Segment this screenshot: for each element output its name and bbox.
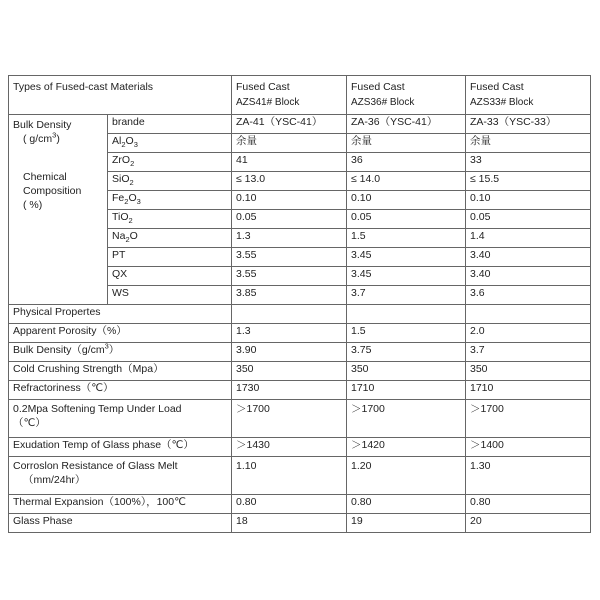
bulk-density-unit: ( $g/cm^3$) (23, 130, 60, 145)
table-row (9, 514, 591, 533)
value-cell: 2.0 (466, 324, 591, 343)
table-row (9, 495, 591, 514)
header-azs41-line2: AZS41# Block (236, 97, 300, 108)
value-cell: 19 (347, 514, 466, 533)
value-cell: 余量 (466, 134, 591, 153)
table-row (9, 457, 591, 495)
header-azs41 (232, 76, 347, 115)
value-cell: ZA-33（YSC-33） (466, 115, 591, 134)
property-label: Apparent Porosity（%） (9, 324, 232, 343)
sub-label-zro2: ZrO$_2$ (108, 153, 232, 172)
value-cell: 3.40 (466, 267, 591, 286)
table-row (9, 400, 591, 438)
value-cell: ≤ 15.5 (466, 172, 591, 191)
value-cell: 18 (232, 514, 347, 533)
table-row (9, 115, 591, 134)
value-cell: 350 (347, 362, 466, 381)
sub-label: WS (108, 286, 232, 305)
chemical-label: Chemical (23, 171, 67, 183)
value-cell: 3.7 (466, 343, 591, 362)
value-cell: 1710 (347, 381, 466, 400)
value-cell: 余量 (347, 134, 466, 153)
composition-label: Composition (23, 185, 82, 197)
table-row (9, 381, 591, 400)
physical-header-row (9, 305, 591, 324)
value-cell: 3.55 (232, 248, 347, 267)
value-cell: 1.4 (466, 229, 591, 248)
value-cell: ＞1430 (232, 438, 347, 457)
property-label: Exudation Temp of Glass phase（℃） (9, 438, 232, 457)
value-cell: 350 (232, 362, 347, 381)
value-cell: 3.85 (232, 286, 347, 305)
header-azs36 (347, 76, 466, 115)
value-cell: 1710 (466, 381, 591, 400)
property-label: Bulk $Density(g/cm^3)$ (9, 343, 232, 362)
value-cell: 3.40 (466, 248, 591, 267)
property-label-line2: （mm/24hr） (23, 474, 86, 486)
value-cell: 0.80 (232, 495, 347, 514)
property-label-line1: 0.2Mpa Softening Temp Under Load (13, 403, 182, 415)
table-row (9, 362, 591, 381)
value-cell: 1.20 (347, 457, 466, 495)
value-cell: 3.45 (347, 267, 466, 286)
value-cell: ≤ 13.0 (232, 172, 347, 191)
sub-label: PT (108, 248, 232, 267)
sub-label-tio2: TiO$_2$ (108, 210, 232, 229)
value-cell: ＞1420 (347, 438, 466, 457)
header-row (9, 76, 591, 115)
table-row (9, 343, 591, 362)
value-cell: ZA-41（YSC-41） (232, 115, 347, 134)
value-cell: 0.05 (232, 210, 347, 229)
sub-label: brande (108, 115, 232, 134)
value-cell: ＞1700 (347, 400, 466, 438)
value-cell: 0.80 (466, 495, 591, 514)
sub-label-fe2o3: $Fe_2O_3$ (108, 191, 232, 210)
value-cell: ＞1700 (232, 400, 347, 438)
value-cell: 36 (347, 153, 466, 172)
percent-label: ( %) (23, 199, 43, 211)
value-cell: 1730 (232, 381, 347, 400)
value-cell: 20 (466, 514, 591, 533)
header-material-type: Types of Fused-cast Materials (9, 76, 232, 115)
composition-group-label (9, 115, 108, 305)
value-cell: 1.3 (232, 229, 347, 248)
header-azs41-line1: Fused Cast (236, 81, 290, 93)
property-label (9, 400, 232, 438)
value-cell: 1.10 (232, 457, 347, 495)
value-cell: ≤ 14.0 (347, 172, 466, 191)
empty-cell (466, 305, 591, 324)
property-label: Thermal Expansion（100%），100℃ (9, 495, 232, 514)
value-cell: 3.45 (347, 248, 466, 267)
sub-label-al2o3: $Al_2O_3$ (108, 134, 232, 153)
value-cell: 3.55 (232, 267, 347, 286)
header-azs36-line2: AZS36# Block (351, 97, 415, 108)
header-azs33-line1: Fused Cast (470, 81, 524, 93)
fused-cast-properties-table (8, 75, 591, 533)
property-label: Refractoriness（℃） (9, 381, 232, 400)
sub-label-sio2: SiO$_2$ (108, 172, 232, 191)
sub-label: QX (108, 267, 232, 286)
value-cell: 1.30 (466, 457, 591, 495)
value-cell: 0.10 (232, 191, 347, 210)
bulk-density-label: Bulk Density (13, 119, 72, 131)
property-label-line2: （℃） (13, 417, 46, 429)
value-cell: 0.80 (347, 495, 466, 514)
value-cell: 0.05 (466, 210, 591, 229)
value-cell: 1.5 (347, 229, 466, 248)
value-cell: 3.7 (347, 286, 466, 305)
value-cell: ＞1700 (466, 400, 591, 438)
value-cell: ZA-36（YSC-41） (347, 115, 466, 134)
property-label-line1: Corroslon Resistance of Glass Melt (13, 460, 178, 472)
header-azs33-line2: AZS33# Block (470, 97, 534, 108)
header-azs33 (466, 76, 591, 115)
value-cell: 1.5 (347, 324, 466, 343)
value-cell: 1.3 (232, 324, 347, 343)
value-cell: 0.10 (466, 191, 591, 210)
physical-properties-heading: Physical Propertes (9, 305, 232, 324)
table-row (9, 324, 591, 343)
property-label: Cold Crushing Strength（Mpa） (9, 362, 232, 381)
header-azs36-line1: Fused Cast (351, 81, 405, 93)
value-cell: 33 (466, 153, 591, 172)
value-cell: 350 (466, 362, 591, 381)
value-cell: 3.90 (232, 343, 347, 362)
value-cell: 3.75 (347, 343, 466, 362)
empty-cell (347, 305, 466, 324)
value-cell: 41 (232, 153, 347, 172)
value-cell: 3.6 (466, 286, 591, 305)
property-label (9, 457, 232, 495)
value-cell: 余量 (232, 134, 347, 153)
empty-cell (232, 305, 347, 324)
sub-label-na2o: $Na_2O$ (108, 229, 232, 248)
property-label: Glass Phase (9, 514, 232, 533)
value-cell: ＞1400 (466, 438, 591, 457)
value-cell: 0.05 (347, 210, 466, 229)
value-cell: 0.10 (347, 191, 466, 210)
properties-sheet (8, 75, 590, 533)
table-row (9, 438, 591, 457)
